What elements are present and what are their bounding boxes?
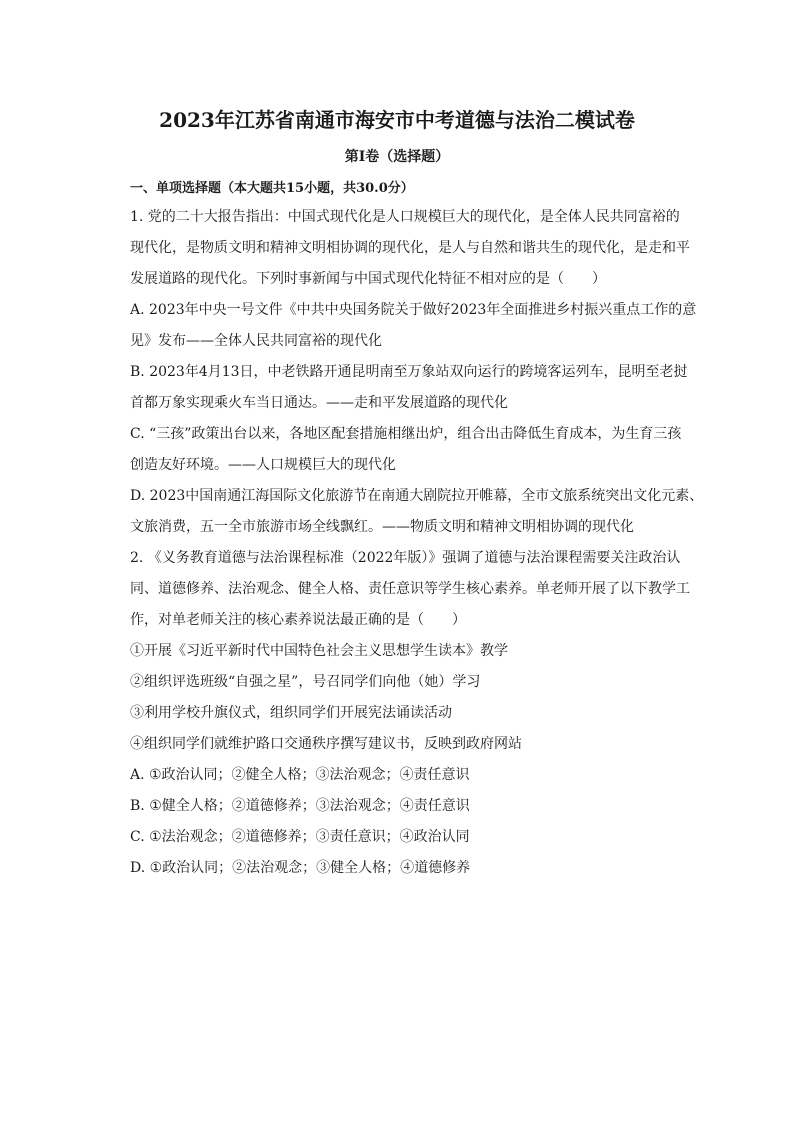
question-1-option-c-line-2: 创造友好环境。——人口规模巨大的现代化 bbox=[130, 457, 396, 473]
question-2-option-c: C. ①法治观念；②道德修养；③责任意识；④政治认同 bbox=[130, 829, 470, 845]
question-1-option-d-line-2: 文旅消费，五一全市旅游市场全线飘红。——物质文明和精神文明相协调的现代化 bbox=[130, 519, 634, 535]
question-2-item-4: ④组织同学们就维护路口交通秩序撰写建议书，反映到政府网站 bbox=[130, 736, 522, 752]
question-2-stem-line-2: 同、道德修养、法治观念、健全人格、责任意识等学生核心素养。单老师开展了以下教学工 bbox=[130, 581, 690, 597]
volume-heading: 第I卷（选择题） bbox=[344, 149, 450, 165]
question-2-stem-line-1: 2. 《义务教育道德与法治课程标准（2022年版）》强调了道德与法治课程需要关注政治认 bbox=[130, 550, 681, 566]
question-2-item-2: ②组织评选班级“自强之星”，号召同学们向他（她）学习 bbox=[130, 674, 481, 690]
page-title: 2023年江苏省南通市海安市中考道德与法治二模试卷 bbox=[159, 108, 635, 132]
question-1-option-c-line-1: C. “三孩”政策出台以来，各地区配套措施相继出炉，组合出击降低生育成本，为生育三孩 bbox=[130, 426, 682, 442]
question-2-option-d: D. ①政治认同；②法治观念；③健全人格；④道德修养 bbox=[130, 860, 471, 876]
question-1-option-b-line-2: 首都万象实现乘火车当日通达。——走和平发展道路的现代化 bbox=[130, 395, 508, 411]
question-2-item-3: ③利用学校升旗仪式，组织同学们开展宪法诵读活动 bbox=[130, 705, 452, 721]
question-1-option-b-line-1: B. 2023年4月13日，中老铁路开通昆明南至万象站双向运行的跨境客运列车，昆明至老挝 bbox=[130, 364, 688, 380]
question-1-stem-line-1: 1. 党的二十大报告指出：中国式现代化是人口规模巨大的现代化，是全体人民共同富裕的 bbox=[130, 209, 680, 225]
question-2-option-b: B. ①健全人格；②道德修养；③法治观念；④责任意识 bbox=[130, 798, 470, 814]
question-1-option-d-line-1: D. 2023中国南通江海国际文化旅游节在南通大剧院拉开帷幕，全市文旅系统突出文化元素、 bbox=[130, 488, 704, 504]
question-1-stem-line-3: 发展道路的现代化。下列时事新闻与中国式现代化特征不相对应的是（ ） bbox=[130, 271, 606, 287]
question-1-option-a-line-2: 见》发布——全体人民共同富裕的现代化 bbox=[130, 333, 382, 349]
question-2-option-a: A. ①政治认同；②健全人格；③法治观念；④责任意识 bbox=[130, 767, 470, 783]
question-2-item-1: ①开展《习近平新时代中国特色社会主义思想学生读本》教学 bbox=[130, 643, 508, 659]
question-2-stem-line-3: 作，对单老师关注的核心素养说法最正确的是（ ） bbox=[130, 612, 466, 628]
question-1-stem-line-2: 现代化，是物质文明和精神文明相协调的现代化，是人与自然和谐共生的现代化，是走和平 bbox=[130, 240, 690, 256]
question-body bbox=[130, 202, 710, 884]
question-1-option-a-line-1: A. 2023年中央一号文件《中共中央国务院关于做好2023年全面推进乡村振兴重点工作的意 bbox=[130, 302, 697, 318]
section-heading: 一、单项选择题（本大题共15小题，共30.0分） bbox=[130, 181, 414, 196]
